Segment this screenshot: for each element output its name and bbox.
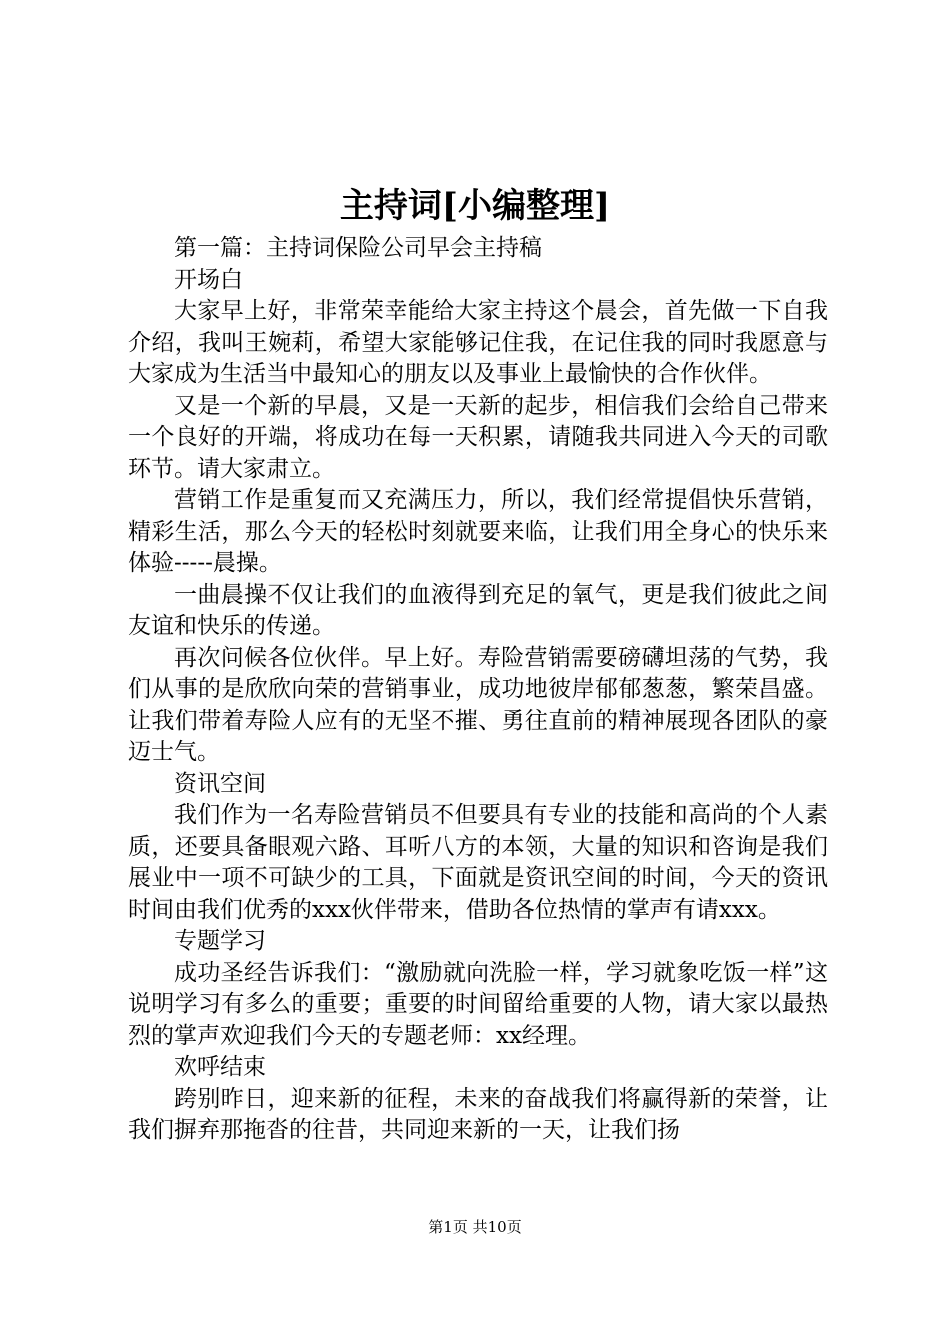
paragraph: 资讯空间 [174, 770, 266, 797]
paragraph: 成功圣经告诉我们：“激励就向洗脸一样，学习就象吃饭一样”这说明学习有多么的重要；重要的时间留给重要的人物，请大家以最热烈的掌声欢迎我们今天的专题老师：xx经理。 [128, 959, 828, 1049]
paragraph: 我们作为一名寿险营销员不但要具有专业的技能和高尚的个人素质，还要具备眼观六路、耳听八方的本领，大量的知识和咨询是我们展业中一项不可缺少的工具，下面就是资讯空间的时间，今天的资讯时间由我们优秀的xxx伙伴带来，借助各位热情的掌声有请xxx。 [128, 802, 828, 923]
document-title: 主持词[小编整理] [339, 186, 611, 226]
paragraph: 欢呼结束 [174, 1054, 266, 1080]
document-body [128, 233, 828, 1147]
paragraph: 专题学习 [174, 928, 266, 954]
paragraph: 第一篇：主持词保险公司早会主持稿 [174, 235, 542, 261]
page-number-footer: 第1页 共10页 [428, 1218, 522, 1236]
paragraph: 开场白 [174, 266, 243, 293]
paragraph: 又是一个新的早晨，又是一天新的起步，相信我们会给自己带来一个良好的开端，将成功在每一天积累，请随我共同进入今天的司歌环节。请大家肃立。 [128, 392, 828, 482]
paragraph: 营销工作是重复而又充满压力，所以，我们经常提倡快乐营销，精彩生活，那么今天的轻松时刻就要来临，让我们用全身心的快乐来体验-----晨操。 [128, 487, 828, 576]
paragraph: 跨别昨日，迎来新的征程，未来的奋战我们将赢得新的荣誉，让我们摒弃那拖沓的往昔，共同迎来新的一天，让我们扬 [128, 1085, 828, 1143]
paragraph: 再次问候各位伙伴。早上好。寿险营销需要磅礴坦荡的气势，我们从事的是欣欣向荣的营销事业，成功地彼岸郁郁葱葱，繁荣昌盛。让我们带着寿险人应有的无坚不摧、勇往直前的精神展现各团队的豪迈士气。 [128, 644, 828, 765]
paragraph: 大家早上好，非常荣幸能给大家主持这个晨会，首先做一下自我介绍，我叫王婉莉，希望大家能够记住我，在记住我的同时我愿意与大家成为生活当中最知心的朋友以及事业上最愉快的合作伙伴。 [128, 298, 828, 387]
paragraph: 一曲晨操不仅让我们的血液得到充足的氧气，更是我们彼此之间友谊和快乐的传递。 [128, 581, 828, 639]
